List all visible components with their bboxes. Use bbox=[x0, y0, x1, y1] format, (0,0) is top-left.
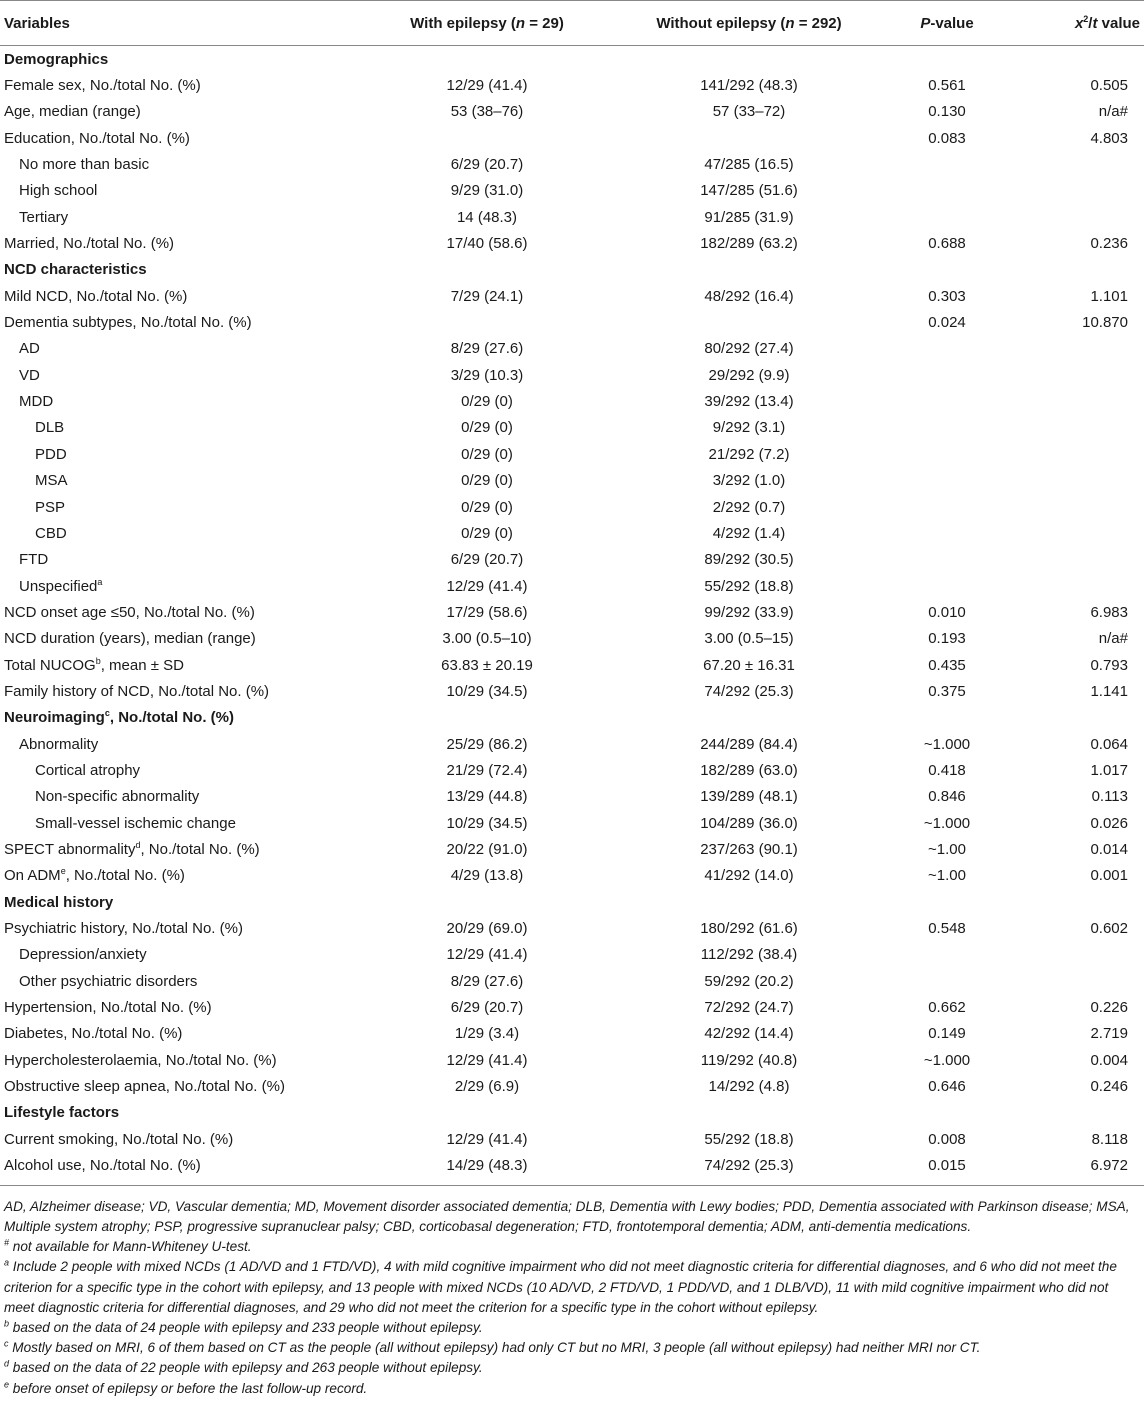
with-epilepsy-value: 10/29 (34.5) bbox=[446, 814, 528, 832]
with-epilepsy-value: 13/29 (44.8) bbox=[446, 788, 528, 806]
p-value: ~1.000 bbox=[923, 814, 971, 832]
row-label: FTD bbox=[19, 551, 49, 569]
without-epilepsy-value: 91/285 (31.9) bbox=[704, 208, 794, 226]
row-label: Depression/anxiety bbox=[19, 946, 147, 964]
header-p-value: P-value bbox=[880, 1, 1014, 46]
with-epilepsy-value: 12/29 (41.4) bbox=[446, 946, 528, 964]
table-row bbox=[0, 72, 1144, 98]
p-value bbox=[880, 415, 1014, 441]
stat-value: 0.793 bbox=[1090, 656, 1128, 674]
stat-value: 0.505 bbox=[1090, 77, 1128, 95]
table-row bbox=[0, 1073, 1144, 1099]
p-value: 0.846 bbox=[928, 788, 966, 806]
row-label: Tertiary bbox=[19, 208, 69, 226]
section-header-row bbox=[0, 889, 1144, 915]
row-label: Education, No./total No. (%) bbox=[4, 129, 190, 147]
with-epilepsy-value: 6/29 (20.7) bbox=[450, 156, 524, 174]
with-epilepsy-value: 12/29 (41.4) bbox=[446, 577, 528, 595]
with-epilepsy-value: 3.00 (0.5–10) bbox=[442, 630, 532, 648]
stat-value: 10.870 bbox=[1082, 314, 1128, 332]
p-value bbox=[880, 494, 1014, 520]
table-row bbox=[0, 494, 1144, 520]
row-label: DLB bbox=[35, 419, 65, 437]
table-row bbox=[0, 836, 1144, 862]
empty-cell bbox=[880, 257, 1014, 283]
with-epilepsy-value: 10/29 (34.5) bbox=[446, 682, 528, 700]
p-value: 0.130 bbox=[928, 103, 966, 121]
without-epilepsy-value: 59/292 (20.2) bbox=[704, 972, 794, 990]
with-epilepsy-value: 2/29 (6.9) bbox=[454, 1078, 520, 1096]
without-epilepsy-value: 41/292 (14.0) bbox=[704, 867, 794, 885]
table-row bbox=[0, 678, 1144, 704]
p-value: 0.015 bbox=[928, 1157, 966, 1175]
section-header-row bbox=[0, 257, 1144, 283]
without-epilepsy-value bbox=[618, 309, 880, 335]
table-header-row bbox=[0, 1, 1144, 46]
empty-cell bbox=[1014, 889, 1144, 915]
table-row bbox=[0, 1126, 1144, 1152]
empty-cell bbox=[880, 46, 1014, 73]
rule-cell bbox=[880, 1179, 1014, 1186]
p-value bbox=[880, 547, 1014, 573]
with-epilepsy-value: 9/29 (31.0) bbox=[450, 182, 524, 200]
row-label: On ADM$^e$, No./total No. (%) bbox=[4, 866, 185, 885]
stat-value bbox=[1014, 441, 1144, 467]
with-epilepsy-value: 0/29 (0) bbox=[461, 445, 513, 463]
table-row bbox=[0, 1152, 1144, 1178]
stat-value bbox=[1014, 520, 1144, 546]
empty-cell bbox=[356, 46, 618, 73]
row-label: Medical history bbox=[4, 893, 114, 911]
row-label: Neuroimaging$^c$, No./total No. (%) bbox=[4, 708, 235, 727]
empty-cell bbox=[1014, 705, 1144, 731]
table-row bbox=[0, 415, 1144, 441]
stat-value: n/a# bbox=[1098, 630, 1128, 648]
row-label: Mild NCD, No./total No. (%) bbox=[4, 287, 188, 305]
stat-value bbox=[1014, 336, 1144, 362]
row-label: High school bbox=[19, 182, 98, 200]
without-epilepsy-value: 3/292 (1.0) bbox=[712, 472, 786, 490]
p-value bbox=[880, 388, 1014, 414]
without-epilepsy-value: 74/292 (25.3) bbox=[704, 1157, 794, 1175]
table-footnotes bbox=[0, 1197, 1144, 1399]
p-value bbox=[880, 151, 1014, 177]
stat-value bbox=[1014, 362, 1144, 388]
without-epilepsy-value: 244/289 (84.4) bbox=[700, 735, 798, 753]
without-epilepsy-value: 74/292 (25.3) bbox=[704, 682, 794, 700]
stat-value: 4.803 bbox=[1090, 129, 1128, 147]
row-label: NCD onset age ≤50, No./total No. (%) bbox=[4, 603, 255, 621]
table-row bbox=[0, 520, 1144, 546]
table-row bbox=[0, 1047, 1144, 1073]
table-row bbox=[0, 309, 1144, 335]
without-epilepsy-value: 139/289 (48.1) bbox=[700, 788, 798, 806]
stat-value: 1.141 bbox=[1090, 682, 1128, 700]
empty-cell bbox=[356, 1100, 618, 1126]
p-value bbox=[880, 204, 1014, 230]
p-value: 0.149 bbox=[928, 1025, 966, 1043]
table-row bbox=[0, 178, 1144, 204]
row-label: MDD bbox=[19, 393, 54, 411]
row-label: MSA bbox=[35, 472, 68, 490]
header-with-epilepsy: With epilepsy (n = 29) bbox=[356, 1, 618, 46]
table-row bbox=[0, 468, 1144, 494]
without-epilepsy-value: 141/292 (48.3) bbox=[700, 77, 798, 95]
stat-value bbox=[1014, 388, 1144, 414]
p-value: 0.561 bbox=[928, 77, 966, 95]
p-value bbox=[880, 573, 1014, 599]
row-label: Psychiatric history, No./total No. (%) bbox=[4, 920, 243, 938]
p-value: 0.008 bbox=[928, 1130, 966, 1148]
row-label: Dementia subtypes, No./total No. (%) bbox=[4, 314, 252, 332]
footnote-a: $^a$ Include 2 people with mixed NCDs (1 AD/VD and 1 FTD/VD), 4 with mild cognitive impairment who did not meet diagnostic criteria for differential diagnoses, and 6 who did not meet the criterion for a specific type in the cohort with epilepsy, and 13 people with mixed NCDs (10 AD/VD, 2 FTD/VD, 1 PDD/VD, and 1 DLB/VD), 11 with mild cognitive impairment who did not meet diagnostic criteria for differential diagnoses, and 29 who did not meet the criterion for a specific type in the cohort without epilepsy. bbox=[4, 1257, 1117, 1315]
table-row bbox=[0, 573, 1144, 599]
without-epilepsy-value: 237/263 (90.1) bbox=[700, 840, 798, 858]
row-label: Family history of NCD, No./total No. (%) bbox=[4, 682, 270, 700]
row-label: Hypertension, No./total No. (%) bbox=[4, 999, 212, 1017]
table-row bbox=[0, 230, 1144, 256]
without-epilepsy-value: 180/292 (61.6) bbox=[700, 920, 798, 938]
with-epilepsy-value: 3/29 (10.3) bbox=[450, 366, 524, 384]
table-row bbox=[0, 863, 1144, 889]
stat-value: 0.026 bbox=[1090, 814, 1128, 832]
empty-cell bbox=[880, 1100, 1014, 1126]
table-row bbox=[0, 362, 1144, 388]
with-epilepsy-value: 4/29 (13.8) bbox=[450, 867, 524, 885]
rule-cell bbox=[618, 1179, 880, 1186]
with-epilepsy-value: 0/29 (0) bbox=[461, 419, 513, 437]
with-epilepsy-value: 0/29 (0) bbox=[461, 498, 513, 516]
row-label: Other psychiatric disorders bbox=[19, 972, 198, 990]
table-row bbox=[0, 204, 1144, 230]
with-epilepsy-value: 6/29 (20.7) bbox=[450, 999, 524, 1017]
with-epilepsy-value: 14 (48.3) bbox=[456, 208, 518, 226]
p-value bbox=[880, 520, 1014, 546]
stat-value: 6.972 bbox=[1090, 1157, 1128, 1175]
without-epilepsy-value: 104/289 (36.0) bbox=[700, 814, 798, 832]
with-epilepsy-value: 0/29 (0) bbox=[461, 393, 513, 411]
p-value bbox=[880, 942, 1014, 968]
rule-cell bbox=[0, 1179, 356, 1186]
with-epilepsy-value: 63.83 ± 20.19 bbox=[441, 656, 533, 674]
empty-cell bbox=[618, 705, 880, 731]
stat-value: 1.101 bbox=[1090, 287, 1128, 305]
footnote-b: $^b$ based on the data of 24 people with epilepsy and 233 people without epilepsy. bbox=[4, 1318, 483, 1335]
without-epilepsy-value: 14/292 (4.8) bbox=[708, 1078, 790, 1096]
stat-value bbox=[1014, 968, 1144, 994]
stat-value bbox=[1014, 178, 1144, 204]
p-value: 0.662 bbox=[928, 999, 966, 1017]
row-label: Demographics bbox=[4, 50, 109, 68]
footnote-e: $^e$ before onset of epilepsy or before the last follow-up record. bbox=[4, 1379, 368, 1396]
table-bottom-rule bbox=[0, 1179, 1144, 1186]
table-row bbox=[0, 599, 1144, 625]
table-row bbox=[0, 784, 1144, 810]
table-row bbox=[0, 441, 1144, 467]
stat-value: 0.236 bbox=[1090, 235, 1128, 253]
row-label: Age, median (range) bbox=[4, 103, 141, 121]
with-epilepsy-value: 25/29 (86.2) bbox=[446, 735, 528, 753]
p-value: 0.548 bbox=[928, 920, 966, 938]
without-epilepsy-value: 119/292 (40.8) bbox=[700, 1051, 798, 1069]
stat-value: 0.246 bbox=[1090, 1078, 1128, 1096]
stat-value: 2.719 bbox=[1090, 1025, 1128, 1043]
empty-cell bbox=[618, 257, 880, 283]
p-value: 0.010 bbox=[928, 603, 966, 621]
with-epilepsy-value: 12/29 (41.4) bbox=[446, 77, 528, 95]
with-epilepsy-value bbox=[356, 309, 618, 335]
table-row bbox=[0, 757, 1144, 783]
without-epilepsy-value: 147/285 (51.6) bbox=[700, 182, 798, 200]
p-value: 0.418 bbox=[928, 761, 966, 779]
footnote-d: $^d$ based on the data of 22 people with epilepsy and 263 people without epilepsy. bbox=[4, 1358, 483, 1376]
without-epilepsy-value: 4/292 (1.4) bbox=[712, 524, 786, 542]
without-epilepsy-value: 112/292 (38.4) bbox=[700, 946, 798, 964]
empty-cell bbox=[1014, 257, 1144, 283]
table-row bbox=[0, 283, 1144, 309]
without-epilepsy-value: 9/292 (3.1) bbox=[712, 419, 786, 437]
empty-cell bbox=[356, 889, 618, 915]
with-epilepsy-value: 17/40 (58.6) bbox=[446, 235, 528, 253]
without-epilepsy-value: 80/292 (27.4) bbox=[704, 340, 794, 358]
without-epilepsy-value: 55/292 (18.8) bbox=[704, 577, 794, 595]
row-label: Obstructive sleep apnea, No./total No. (%) bbox=[4, 1078, 285, 1096]
table-row bbox=[0, 810, 1144, 836]
without-epilepsy-value: 2/292 (0.7) bbox=[712, 498, 786, 516]
p-value: 0.646 bbox=[928, 1078, 966, 1096]
without-epilepsy-value: 182/289 (63.0) bbox=[700, 761, 798, 779]
row-label: VD bbox=[19, 366, 40, 384]
stat-value: 0.014 bbox=[1090, 840, 1128, 858]
stat-value bbox=[1014, 415, 1144, 441]
row-label: Hypercholesterolaemia, No./total No. (%) bbox=[4, 1051, 277, 1069]
table-row bbox=[0, 151, 1144, 177]
row-label: Small-vessel ischemic change bbox=[35, 814, 236, 832]
row-label: Abnormality bbox=[19, 735, 99, 753]
p-value: ~1.00 bbox=[928, 840, 966, 858]
with-epilepsy-value: 8/29 (27.6) bbox=[450, 972, 524, 990]
stat-value: 6.983 bbox=[1090, 603, 1128, 621]
stat-value: 1.017 bbox=[1090, 761, 1128, 779]
empty-cell bbox=[880, 705, 1014, 731]
row-label: Total NUCOG$^b$, mean ± SD bbox=[4, 655, 184, 674]
p-value: ~1.00 bbox=[928, 867, 966, 885]
footnote-abbreviations: AD, Alzheimer disease; VD, Vascular dementia; MD, Movement disorder associated dementia; DLB, Dementia with Lewy bodies; PDD, Dementia associated with Parkinson disease; MSA, Multiple system atrophy; PSP, progressive supranuclear palsy; CBD, corticobasal degeneration; FTD, frontotemporal dementia; ADM, anti-dementia medications. bbox=[4, 1198, 1130, 1234]
row-label: NCD duration (years), median (range) bbox=[4, 630, 256, 648]
stat-value bbox=[1014, 547, 1144, 573]
empty-cell bbox=[880, 889, 1014, 915]
table-body bbox=[0, 46, 1144, 1186]
row-label: NCD characteristics bbox=[4, 261, 147, 279]
table-row bbox=[0, 942, 1144, 968]
with-epilepsy-value: 8/29 (27.6) bbox=[450, 340, 524, 358]
header-stat: $x^2/t$ value bbox=[1014, 1, 1144, 46]
without-epilepsy-value: 42/292 (14.4) bbox=[704, 1025, 794, 1043]
row-label: CBD bbox=[35, 524, 67, 542]
without-epilepsy-value: 99/292 (33.9) bbox=[704, 603, 794, 621]
with-epilepsy-value: 20/29 (69.0) bbox=[446, 920, 528, 938]
header-variables: Variables bbox=[0, 1, 356, 46]
p-value: 0.688 bbox=[928, 235, 966, 253]
stat-value bbox=[1014, 468, 1144, 494]
with-epilepsy-value: 12/29 (41.4) bbox=[446, 1051, 528, 1069]
stat-value: 0.226 bbox=[1090, 999, 1128, 1017]
row-label: PSP bbox=[35, 498, 66, 516]
table-row bbox=[0, 652, 1144, 678]
empty-cell bbox=[1014, 46, 1144, 73]
without-epilepsy-value: 3.00 (0.5–15) bbox=[704, 630, 794, 648]
with-epilepsy-value bbox=[356, 125, 618, 151]
stat-value: 0.001 bbox=[1090, 867, 1128, 885]
without-epilepsy-value: 29/292 (9.9) bbox=[708, 366, 790, 384]
p-value: 0.375 bbox=[928, 682, 966, 700]
stat-value: 0.113 bbox=[1091, 788, 1128, 806]
without-epilepsy-value: 55/292 (18.8) bbox=[704, 1130, 794, 1148]
p-value bbox=[880, 178, 1014, 204]
section-header-row bbox=[0, 705, 1144, 731]
row-label: AD bbox=[19, 340, 40, 358]
with-epilepsy-value: 14/29 (48.3) bbox=[446, 1157, 528, 1175]
without-epilepsy-value: 21/292 (7.2) bbox=[708, 445, 790, 463]
table-row bbox=[0, 388, 1144, 414]
with-epilepsy-value: 1/29 (3.4) bbox=[454, 1025, 520, 1043]
table-row bbox=[0, 547, 1144, 573]
p-value: ~1.000 bbox=[923, 735, 971, 753]
with-epilepsy-value: 6/29 (20.7) bbox=[450, 551, 524, 569]
without-epilepsy-value: 39/292 (13.4) bbox=[704, 393, 794, 411]
p-value bbox=[880, 468, 1014, 494]
table-row bbox=[0, 994, 1144, 1020]
row-label: PDD bbox=[35, 445, 67, 463]
without-epilepsy-value: 57 (33–72) bbox=[712, 103, 786, 121]
table-row bbox=[0, 99, 1144, 125]
empty-cell bbox=[618, 46, 880, 73]
table-row bbox=[0, 915, 1144, 941]
stat-value bbox=[1014, 204, 1144, 230]
table-row bbox=[0, 125, 1144, 151]
row-label: Current smoking, No./total No. (%) bbox=[4, 1130, 234, 1148]
stat-value bbox=[1014, 942, 1144, 968]
p-value: 0.083 bbox=[928, 129, 966, 147]
without-epilepsy-value: 47/285 (16.5) bbox=[704, 156, 794, 174]
table-row bbox=[0, 626, 1144, 652]
p-value: ~1.000 bbox=[923, 1051, 971, 1069]
p-value bbox=[880, 362, 1014, 388]
row-label: Female sex, No./total No. (%) bbox=[4, 77, 201, 95]
without-epilepsy-value: 89/292 (30.5) bbox=[704, 551, 794, 569]
section-header-row bbox=[0, 46, 1144, 73]
stat-value: n/a# bbox=[1098, 103, 1128, 121]
p-value: 0.435 bbox=[928, 656, 966, 674]
with-epilepsy-value: 20/22 (91.0) bbox=[446, 840, 528, 858]
row-label: Lifestyle factors bbox=[4, 1104, 120, 1122]
empty-cell bbox=[356, 257, 618, 283]
table-row bbox=[0, 336, 1144, 362]
row-label: Alcohol use, No./total No. (%) bbox=[4, 1157, 201, 1175]
stat-value: 8.118 bbox=[1091, 1130, 1128, 1148]
stat-value: 0.064 bbox=[1090, 735, 1128, 753]
stat-value bbox=[1014, 573, 1144, 599]
footnote-c: $^c$ Mostly based on MRI, 6 of them based on CT as the people (all without epilepsy) had only CT but no MRI, 3 people (all without epilepsy) had neither MRI nor CT. bbox=[4, 1338, 981, 1356]
row-label: No more than basic bbox=[19, 156, 150, 174]
rule-cell bbox=[356, 1179, 618, 1186]
without-epilepsy-value: 72/292 (24.7) bbox=[704, 999, 794, 1017]
stat-value: 0.602 bbox=[1090, 920, 1128, 938]
row-label: Non-specific abnormality bbox=[35, 788, 200, 806]
without-epilepsy-value bbox=[618, 125, 880, 151]
row-label: Diabetes, No./total No. (%) bbox=[4, 1025, 183, 1043]
stat-value bbox=[1014, 494, 1144, 520]
with-epilepsy-value: 17/29 (58.6) bbox=[446, 603, 528, 621]
row-label: Cortical atrophy bbox=[35, 761, 141, 779]
without-epilepsy-value: 67.20 ± 16.31 bbox=[703, 656, 795, 674]
section-header-row bbox=[0, 1100, 1144, 1126]
with-epilepsy-value: 7/29 (24.1) bbox=[450, 287, 524, 305]
row-label: Unspecified$^a$ bbox=[19, 576, 103, 595]
without-epilepsy-value: 182/289 (63.2) bbox=[700, 235, 798, 253]
stat-value: 0.004 bbox=[1090, 1051, 1128, 1069]
p-value: 0.193 bbox=[928, 630, 966, 648]
row-label: SPECT abnormality$^d$, No./total No. (%) bbox=[4, 839, 260, 858]
empty-cell bbox=[1014, 1100, 1144, 1126]
with-epilepsy-value: 21/29 (72.4) bbox=[446, 761, 528, 779]
with-epilepsy-value: 0/29 (0) bbox=[461, 524, 513, 542]
empty-cell bbox=[618, 889, 880, 915]
header-without-epilepsy: Without epilepsy (n = 292) bbox=[618, 1, 880, 46]
rule-cell bbox=[1014, 1179, 1144, 1186]
with-epilepsy-value: 53 (38–76) bbox=[450, 103, 524, 121]
stat-value bbox=[1014, 151, 1144, 177]
table-row bbox=[0, 1021, 1144, 1047]
table-row bbox=[0, 968, 1144, 994]
p-value bbox=[880, 441, 1014, 467]
with-epilepsy-value: 0/29 (0) bbox=[461, 472, 513, 490]
empty-cell bbox=[356, 705, 618, 731]
footnote-hash: # not available for Mann-Whiteney U-test. bbox=[4, 1237, 252, 1255]
p-value bbox=[880, 336, 1014, 362]
p-value: 0.024 bbox=[928, 314, 966, 332]
row-label: Married, No./total No. (%) bbox=[4, 235, 175, 253]
without-epilepsy-value: 48/292 (16.4) bbox=[704, 287, 794, 305]
with-epilepsy-value: 12/29 (41.4) bbox=[446, 1130, 528, 1148]
p-value bbox=[880, 968, 1014, 994]
p-value: 0.303 bbox=[928, 287, 966, 305]
empty-cell bbox=[618, 1100, 880, 1126]
table-row bbox=[0, 731, 1144, 757]
